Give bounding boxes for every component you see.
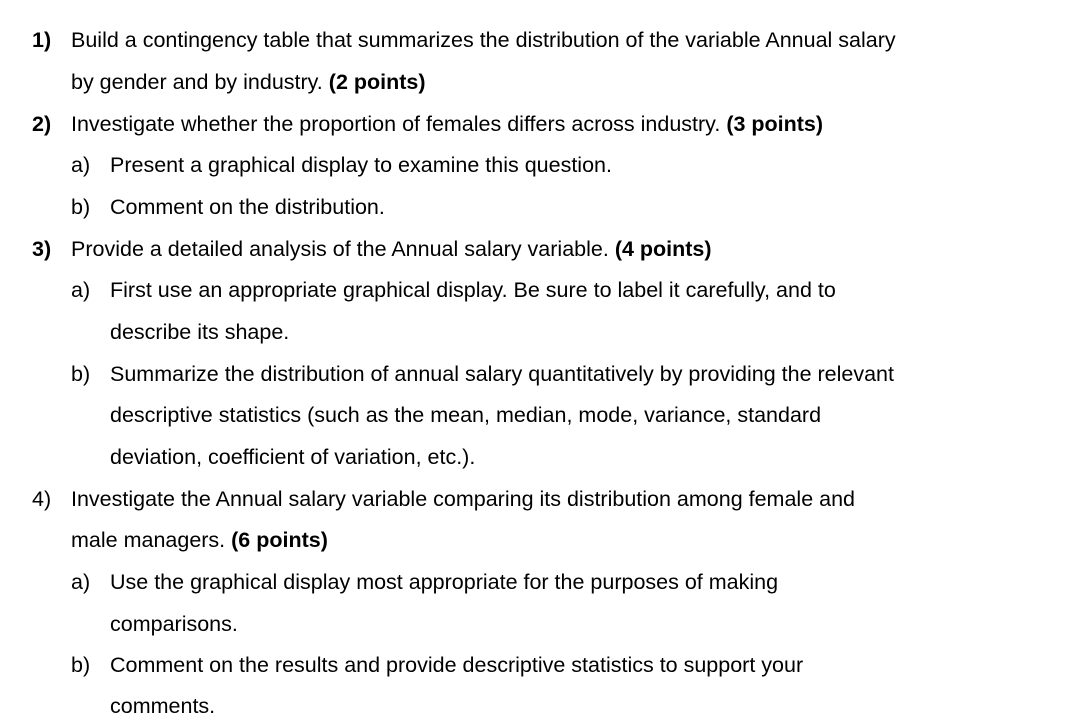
question-2b-letter: b): [71, 195, 91, 219]
question-4b-letter: b): [71, 653, 91, 677]
question-3b-line-3: deviation, coefficient of variation, etc.).: [110, 445, 476, 469]
question-3a-line-1: First use an appropriate graphical display. Be sure to label it carefully, and to: [110, 278, 836, 302]
question-4-line-1: Investigate the Annual salary variable comparing its distribution among female and: [71, 487, 856, 511]
question-3-line-1-text: Provide a detailed analysis of the Annual salary variable.: [71, 237, 609, 261]
question-2b-line-1: Comment on the distribution.: [110, 195, 385, 219]
question-3-number: 3): [32, 237, 52, 261]
question-1-number: 1): [32, 28, 52, 52]
question-4b-line-2: comments.: [110, 694, 216, 718]
question-2-line-1: [71, 111, 823, 137]
question-2-number: 2): [32, 112, 52, 136]
question-3-line-1: [71, 236, 712, 262]
question-2-points: (3 points): [726, 112, 824, 136]
question-2a-line-1: Present a graphical display to examine this question.: [110, 153, 612, 177]
question-3a-letter: a): [71, 278, 91, 302]
question-3b-line-2: descriptive statistics (such as the mean, median, mode, variance, standard: [110, 403, 822, 427]
question-4b-line-1: Comment on the results and provide descriptive statistics to support your: [110, 653, 804, 677]
question-4a-line-1: Use the graphical display most appropriate for the purposes of making: [110, 570, 779, 594]
question-3b-line-1: Summarize the distribution of annual salary quantitatively by providing the relevant: [110, 362, 894, 386]
question-3-points: (4 points): [614, 237, 712, 261]
question-2-line-1-text: Investigate whether the proportion of females differs across industry.: [71, 112, 721, 136]
question-1-line-2-text: by gender and by industry.: [71, 70, 323, 94]
question-1-points: (2 points): [328, 70, 426, 94]
question-4a-line-2: comparisons.: [110, 612, 238, 636]
question-3a-line-2: describe its shape.: [110, 320, 290, 344]
question-3b-letter: b): [71, 362, 91, 386]
question-4-line-2: [71, 527, 328, 553]
question-2a-letter: a): [71, 153, 91, 177]
question-4-line-2-text: male managers.: [71, 528, 226, 552]
question-1-line-2: [71, 69, 426, 95]
question-1-line-1: Build a contingency table that summarizes the distribution of the variable Annual salary: [71, 28, 896, 52]
question-4-number: 4): [32, 487, 52, 511]
question-4a-letter: a): [71, 570, 91, 594]
question-4-points: (6 points): [231, 528, 328, 552]
